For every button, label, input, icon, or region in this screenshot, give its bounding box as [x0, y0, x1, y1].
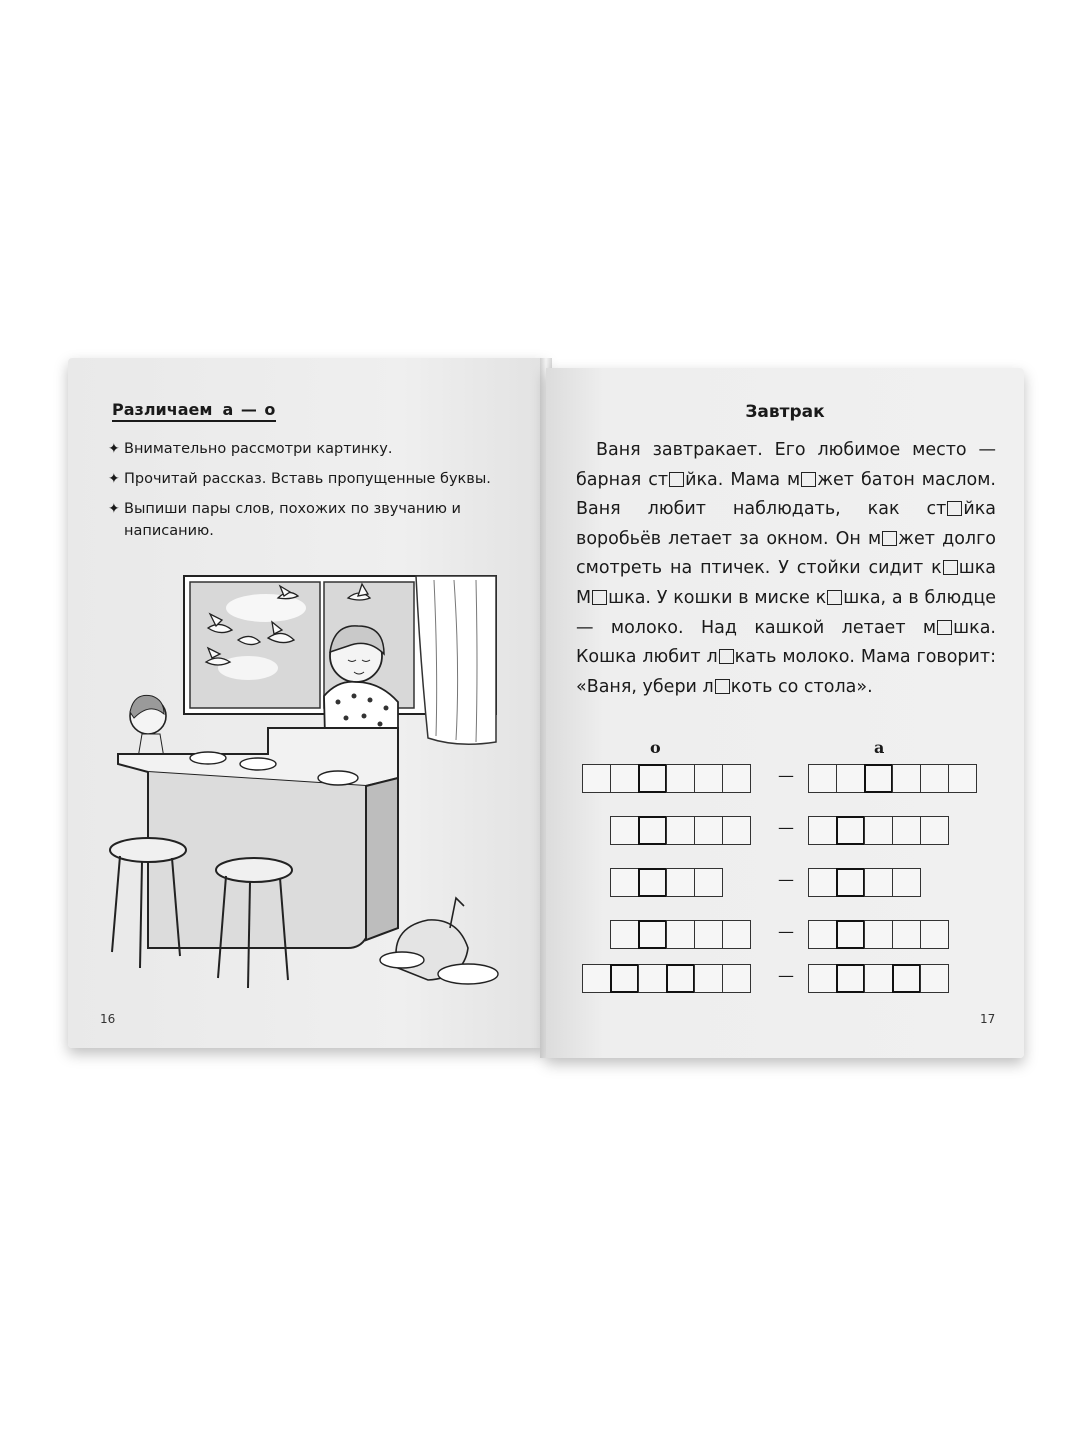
- left-page: [68, 358, 546, 1048]
- column-header-a: а: [874, 738, 885, 757]
- word-pairs-grid: [582, 738, 1002, 1008]
- heading-letters: а — о: [222, 400, 277, 419]
- star-bullet-icon: ✦: [108, 501, 120, 517]
- blank-letter-box[interactable]: [669, 472, 684, 487]
- workbook-spread: [62, 358, 1024, 1050]
- pair-dash: —: [778, 818, 794, 837]
- star-bullet-icon: ✦: [108, 441, 120, 457]
- pair-dash: —: [778, 966, 794, 985]
- blank-letter-box[interactable]: [719, 649, 734, 664]
- blank-letter-box[interactable]: [943, 560, 958, 575]
- heading-text: Различаем: [112, 400, 213, 419]
- word-cells-a[interactable]: [808, 868, 920, 897]
- word-cells-o[interactable]: [582, 764, 750, 793]
- kitchen-illustration: [98, 568, 508, 998]
- instruction-item: ✦ Прочитай рассказ. Вставь пропущенные буквы.: [108, 468, 508, 490]
- instructions-list: [108, 438, 508, 550]
- blank-letter-box[interactable]: [592, 590, 607, 605]
- word-cells-o[interactable]: [610, 868, 722, 897]
- page-number: 16: [100, 1012, 116, 1026]
- word-cells-a[interactable]: [808, 764, 976, 793]
- pair-dash: —: [778, 766, 794, 785]
- story-title: Завтрак: [745, 402, 825, 422]
- word-cells-o[interactable]: [610, 920, 750, 949]
- word-cells-a[interactable]: [808, 964, 948, 993]
- blank-letter-box[interactable]: [882, 531, 897, 546]
- pair-dash: —: [778, 922, 794, 941]
- word-cells-a[interactable]: [808, 920, 948, 949]
- instruction-item: ✦ Выпиши пары слов, похожих по звучанию и написанию.: [108, 498, 508, 542]
- pair-dash: —: [778, 870, 794, 889]
- word-cells-o[interactable]: [610, 816, 750, 845]
- right-page: [546, 368, 1024, 1058]
- blank-letter-box[interactable]: [827, 590, 842, 605]
- blank-letter-box[interactable]: [947, 501, 962, 516]
- star-bullet-icon: ✦: [108, 471, 120, 487]
- column-header-o: о: [650, 738, 661, 757]
- blank-letter-box[interactable]: [801, 472, 816, 487]
- blank-letter-box[interactable]: [937, 620, 952, 635]
- story-text: Ваня завтракает. Его любимое место — барная ст йка. Мама м жет батон маслом. Ваня любит наблюдать, как ст йка воробьёв летает за окном. Он м жет долго смотреть на птичек. У стойки сидит к шка М шка. У кошки в миске к шка, а в блюдце — молоко. Над кашкой летает м шка. Кошка любит л кать молоко. Мама говорит: «Ваня, убери л коть со стола».: [576, 440, 997, 697]
- instruction-item: ✦ Внимательно рассмотри картинку.: [108, 438, 508, 460]
- page-heading: [112, 400, 276, 419]
- blank-letter-box[interactable]: [715, 679, 730, 694]
- word-cells-a[interactable]: [808, 816, 948, 845]
- page-number: 17: [980, 1012, 996, 1026]
- word-cells-o[interactable]: [582, 964, 750, 993]
